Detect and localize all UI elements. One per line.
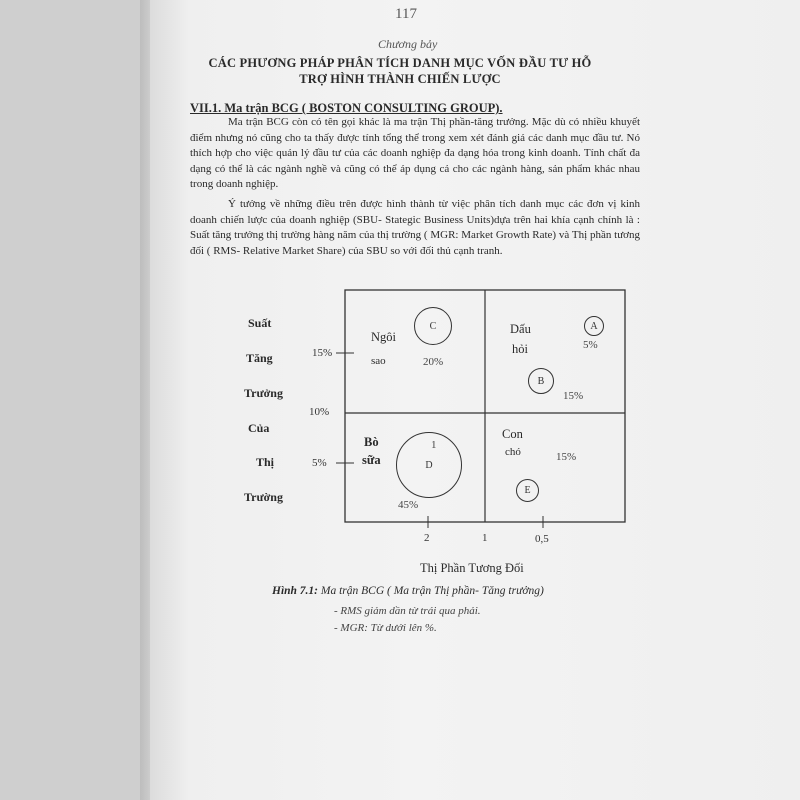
x-tick-1: 1	[482, 532, 488, 544]
y-tick-15: 15%	[312, 347, 333, 359]
chapter-label: Chương bảy	[378, 37, 438, 51]
caption-label: Hình 7.1:	[272, 585, 319, 597]
quadrant-question-line-1: Dấu	[510, 322, 531, 336]
quadrant-question-line-2: hỏi	[512, 342, 528, 356]
paragraph-2-text: Ý tưởng về những điều trên được hình thành từ việc phân tích danh mục các đơn vị kinh doanh chiến lược của doanh nghiệp (SBU- Stategic Business Units)dựa trên hai khía cạnh chính là : Suất tăng trưởng thị trường hàng năm của thị trường ( MGR: Market Growth Rate) và Thị phần tương đối ( RMS- Relative Market Share) của SBU so với đối thủ cạnh tranh.	[190, 198, 640, 257]
y-label-line-3: Trưởng	[244, 386, 283, 400]
caption-text: Ma trận BCG ( Ma trận Thị phần- Tăng trưởng)	[320, 585, 544, 597]
x-axis-label: Thị Phần Tương Đối	[420, 561, 524, 575]
bubble-c-label: C	[429, 320, 437, 332]
y-label-line-4: Của	[248, 421, 270, 435]
bubble-d	[396, 432, 462, 498]
y-label-line-5: Thị	[256, 455, 275, 469]
quadrant-dog-line-2: chó	[505, 446, 521, 458]
bubble-d-mark: 1	[431, 439, 437, 451]
note-mgr: - MGR: Từ dưới lên %.	[334, 622, 437, 634]
quadrant-dog-line-1: Con	[502, 427, 523, 441]
y-label-line-6: Trường	[244, 490, 283, 504]
y-label-line-1: Suất	[248, 316, 272, 330]
x-tick-05: 0,5	[535, 533, 549, 545]
figure-caption	[272, 585, 544, 597]
bubble-c-share: 20%	[423, 356, 444, 368]
bubble-b-label: B	[537, 375, 545, 387]
bubble-e-label: E	[524, 485, 531, 496]
y-label-line-2: Tăng	[246, 351, 273, 365]
quadrant-cow-line-2: sữa	[362, 453, 381, 467]
x-tick-2: 2	[424, 532, 430, 544]
note-rms: - RMS giảm dần từ trái qua phải.	[334, 605, 481, 617]
bubble-a	[584, 316, 604, 336]
bubble-a-share: 5%	[583, 339, 598, 351]
bubble-a-label: A	[590, 320, 598, 332]
bubble-e-share: 15%	[556, 451, 577, 463]
y-tick-10: 10%	[309, 406, 330, 418]
paragraph-1-text: Ma trận BCG còn có tên gọi khác là ma trận Thị phần-tăng trưởng. Mặc dù có nhiều khuyết điểm nhưng nó cũng cho ta thấy được tính tổng thể trong xem xét đánh giá các danh mục đầu tư. Nó thích hợp cho việc quản lý đầu tư của các doanh nghiệp đa dạng hóa trong kinh doanh. Tính chất đa dạng có thể là các ngành nghề và cũng có thể áp dụng cả cho các ngành hàng, sản phẩm khác nhau trong doanh nghiệp.	[190, 116, 640, 191]
section-heading: VII.1. Ma trận BCG ( BOSTON CONSULTING GROUP).	[190, 101, 503, 115]
bubble-b	[528, 368, 554, 394]
page-number: 117	[395, 6, 417, 22]
quadrant-cow-line-1: Bò	[364, 435, 379, 449]
bubble-b-share: 15%	[563, 390, 584, 402]
bubble-e	[516, 479, 539, 502]
bubble-d-label: D	[425, 459, 433, 471]
bubble-c	[414, 307, 452, 345]
bubble-d-share: 45%	[398, 499, 419, 511]
quadrant-star-line-1: Ngôi	[371, 330, 396, 344]
chapter-title: CÁC PHƯƠNG PHÁP PHÂN TÍCH DANH MỤC VỐN ĐẦU TƯ HỖ TRỢ HÌNH THÀNH CHIẾN LƯỢC	[208, 56, 592, 86]
quadrant-star-line-2: sao	[371, 355, 386, 367]
y-tick-5: 5%	[312, 457, 327, 469]
